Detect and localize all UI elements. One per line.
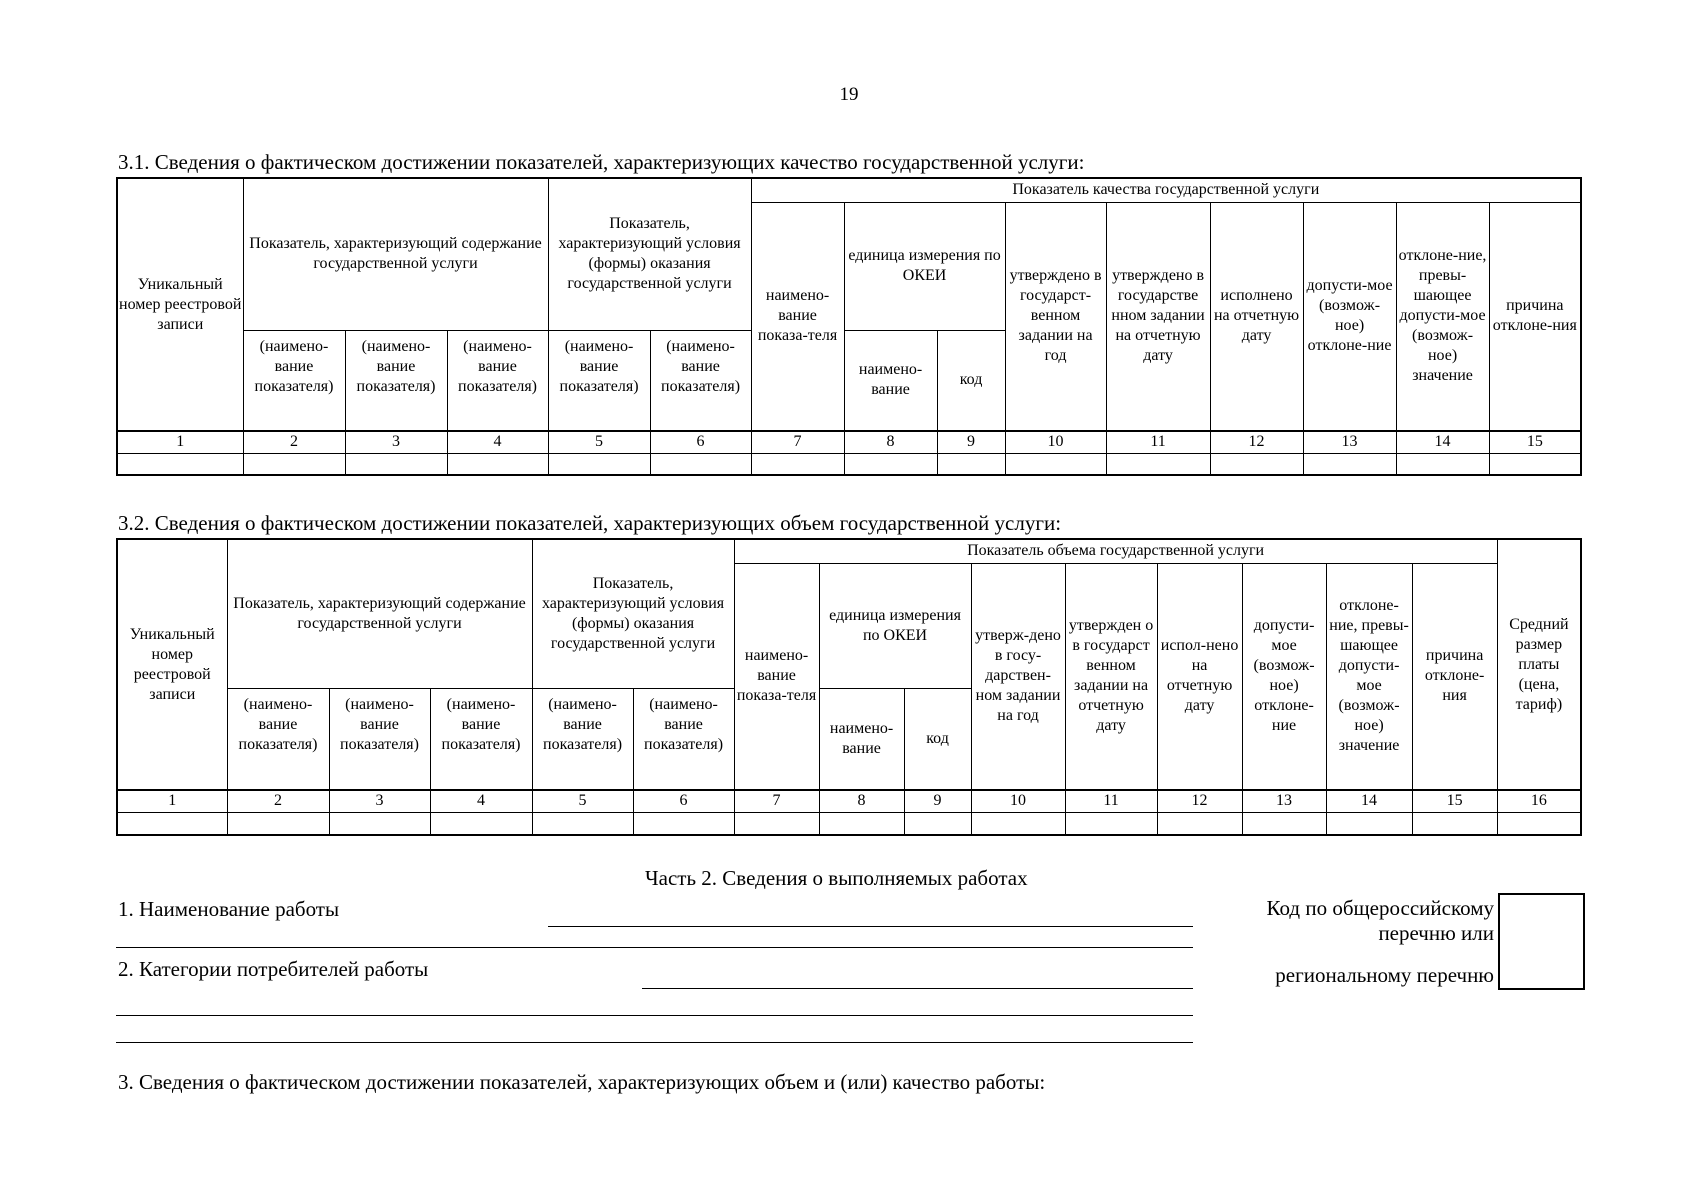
sub-indicator-name: (наимено-вание показателя) (345, 330, 447, 431)
consumers-line-2[interactable] (116, 1015, 1193, 1016)
section-3-title: 3. Сведения о фактическом достижении показателей, характеризующих объем и (или) качество работы: (118, 1070, 1046, 1094)
empty-cell[interactable] (971, 812, 1065, 835)
part-2-title: Часть 2. Сведения о выполняемых работах (645, 866, 1028, 890)
sub-indicator-name: (наимено-вание показателя) (430, 688, 532, 790)
consumers-line-3[interactable] (116, 1042, 1193, 1043)
volume-indicators-table (116, 538, 1582, 836)
column-number: 6 (650, 431, 751, 453)
column-number: 8 (819, 790, 904, 812)
approved-year-header: утверж-дено в госу-дарствен-ном задании на год (971, 563, 1065, 790)
registry-code-box[interactable] (1498, 893, 1585, 990)
column-number: 2 (227, 790, 329, 812)
approved-date-header: утверждено в государстве нном задании на отчетную дату (1106, 202, 1210, 431)
empty-cell[interactable] (633, 812, 734, 835)
sub-indicator-name: (наимено-вание показателя) (532, 688, 633, 790)
volume-indicator-group-header: Показатель объема государственной услуги (734, 539, 1497, 563)
deviation-reason-header: причина отклоне-ния (1412, 563, 1497, 790)
column-number: 9 (937, 431, 1005, 453)
sub-indicator-name: (наимено-вание показателя) (227, 688, 329, 790)
okei-code-header: код (904, 688, 971, 790)
column-number: 11 (1106, 431, 1210, 453)
quality-indicators-table (116, 177, 1582, 476)
section-3-2-title: 3.2. Сведения о фактическом достижении показателей, характеризующих объем государственной услуги: (118, 511, 1062, 535)
conditions-indicator-header: Показатель, характеризующий условия (формы) оказания государственной услуги (532, 539, 734, 688)
column-number: 15 (1489, 431, 1581, 453)
code-label-line-1: Код по общероссийскому (1266, 896, 1494, 920)
column-number: 12 (1157, 790, 1242, 812)
content-indicator-header: Показатель, характеризующий содержание государственной услуги (243, 178, 548, 330)
column-number: 7 (734, 790, 819, 812)
approved-date-header: утвержден о в государст венном задании на отчетную дату (1065, 563, 1157, 790)
empty-cell[interactable] (937, 453, 1005, 475)
empty-cell[interactable] (1412, 812, 1497, 835)
empty-cell[interactable] (1303, 453, 1396, 475)
column-number: 1 (117, 431, 243, 453)
empty-cell[interactable] (1326, 812, 1412, 835)
empty-cell[interactable] (117, 453, 243, 475)
okei-name-header: наимено-вание (844, 330, 937, 431)
column-number: 4 (447, 431, 548, 453)
okei-unit-header: единица измерения по ОКЕИ (844, 202, 1005, 330)
excess-deviation-header: отклоне-ние, превы-шающее допусти-мое (возмож-ное) значение (1396, 202, 1489, 431)
content-indicator-header: Показатель, характеризующий содержание государственной услуги (227, 539, 532, 688)
column-number: 15 (1412, 790, 1497, 812)
empty-cell[interactable] (329, 812, 430, 835)
section-3-1-title: 3.1. Сведения о фактическом достижении показателей, характеризующих качество государственной услуги: (118, 150, 1085, 174)
column-number: 5 (548, 431, 650, 453)
indicator-name-header: наимено-вание показа-теля (751, 202, 844, 431)
sub-indicator-name: (наимено-вание показателя) (447, 330, 548, 431)
column-number: 3 (329, 790, 430, 812)
empty-data-row (117, 453, 1581, 475)
empty-cell[interactable] (1242, 812, 1326, 835)
empty-cell[interactable] (1210, 453, 1303, 475)
work-name-line[interactable] (548, 926, 1193, 927)
empty-cell[interactable] (1497, 812, 1581, 835)
average-fee-header: Средний размер платы (цена, тариф) (1497, 539, 1581, 790)
empty-cell[interactable] (430, 812, 532, 835)
empty-cell[interactable] (904, 812, 971, 835)
empty-cell[interactable] (844, 453, 937, 475)
empty-cell[interactable] (447, 453, 548, 475)
code-label-line-3: региональному перечню (1275, 963, 1494, 987)
column-number: 3 (345, 431, 447, 453)
column-number: 12 (1210, 431, 1303, 453)
okei-code-header: код (937, 330, 1005, 431)
okei-unit-header: единица измерения по ОКЕИ (819, 563, 971, 688)
excess-deviation-header: отклоне-ние, превы-шающее допусти-мое (возмож-ное) значение (1326, 563, 1412, 790)
sub-indicator-name: (наимено-вание показателя) (650, 330, 751, 431)
empty-cell[interactable] (734, 812, 819, 835)
empty-data-row (117, 812, 1581, 835)
quality-indicator-group-header: Показатель качества государственной услуги (751, 178, 1581, 202)
allowed-deviation-header: допусти-мое (возмож-ное) отклоне-ние (1242, 563, 1326, 790)
allowed-deviation-header: допусти-мое (возмож-ное) отклоне-ние (1303, 202, 1396, 431)
column-number: 2 (243, 431, 345, 453)
empty-cell[interactable] (532, 812, 633, 835)
code-label-line-2: перечню или (1378, 921, 1494, 945)
empty-cell[interactable] (650, 453, 751, 475)
sub-indicator-name: (наимено-вание показателя) (548, 330, 650, 431)
page-number: 19 (839, 84, 859, 105)
column-number: 8 (844, 431, 937, 453)
column-number: 13 (1303, 431, 1396, 453)
column-number: 7 (751, 431, 844, 453)
empty-cell[interactable] (1106, 453, 1210, 475)
column-number: 10 (1005, 431, 1106, 453)
work-name-label: 1. Наименование работы (118, 897, 340, 921)
empty-cell[interactable] (227, 812, 329, 835)
empty-cell[interactable] (1005, 453, 1106, 475)
column-number: 1 (117, 790, 227, 812)
empty-cell[interactable] (751, 453, 844, 475)
conditions-indicator-header: Показатель, характеризующий условия (формы) оказания государственной услуги (548, 178, 751, 330)
work-name-line-2[interactable] (116, 947, 1193, 948)
deviation-reason-header: причина отклоне-ния (1489, 202, 1581, 431)
column-number: 14 (1396, 431, 1489, 453)
empty-cell[interactable] (243, 453, 345, 475)
executed-date-header: испол-нено на отчетную дату (1157, 563, 1242, 790)
column-number: 9 (904, 790, 971, 812)
column-number: 16 (1497, 790, 1581, 812)
column-number: 10 (971, 790, 1065, 812)
approved-year-header: утверждено в государст-венном задании на год (1005, 202, 1106, 431)
column-number: 11 (1065, 790, 1157, 812)
executed-date-header: исполнено на отчетную дату (1210, 202, 1303, 431)
indicator-name-header: наимено-вание показа-теля (734, 563, 819, 790)
unique-number-header: Уникальный номер реестровой записи (117, 178, 243, 431)
consumers-label: 2. Категории потребителей работы (118, 957, 429, 981)
consumers-line[interactable] (642, 988, 1193, 989)
sub-indicator-name: (наимено-вание показателя) (243, 330, 345, 431)
column-number: 6 (633, 790, 734, 812)
empty-cell[interactable] (1396, 453, 1489, 475)
column-number: 5 (532, 790, 633, 812)
empty-cell[interactable] (548, 453, 650, 475)
empty-cell[interactable] (1489, 453, 1581, 475)
sub-indicator-name: (наимено-вание показателя) (329, 688, 430, 790)
column-number: 13 (1242, 790, 1326, 812)
empty-cell[interactable] (1065, 812, 1157, 835)
column-number: 4 (430, 790, 532, 812)
okei-name-header: наимено-вание (819, 688, 904, 790)
column-number: 14 (1326, 790, 1412, 812)
sub-indicator-name: (наимено-вание показателя) (633, 688, 734, 790)
unique-number-header: Уникальный номер реестровой записи (117, 539, 227, 790)
empty-cell[interactable] (345, 453, 447, 475)
empty-cell[interactable] (1157, 812, 1242, 835)
empty-cell[interactable] (819, 812, 904, 835)
empty-cell[interactable] (117, 812, 227, 835)
